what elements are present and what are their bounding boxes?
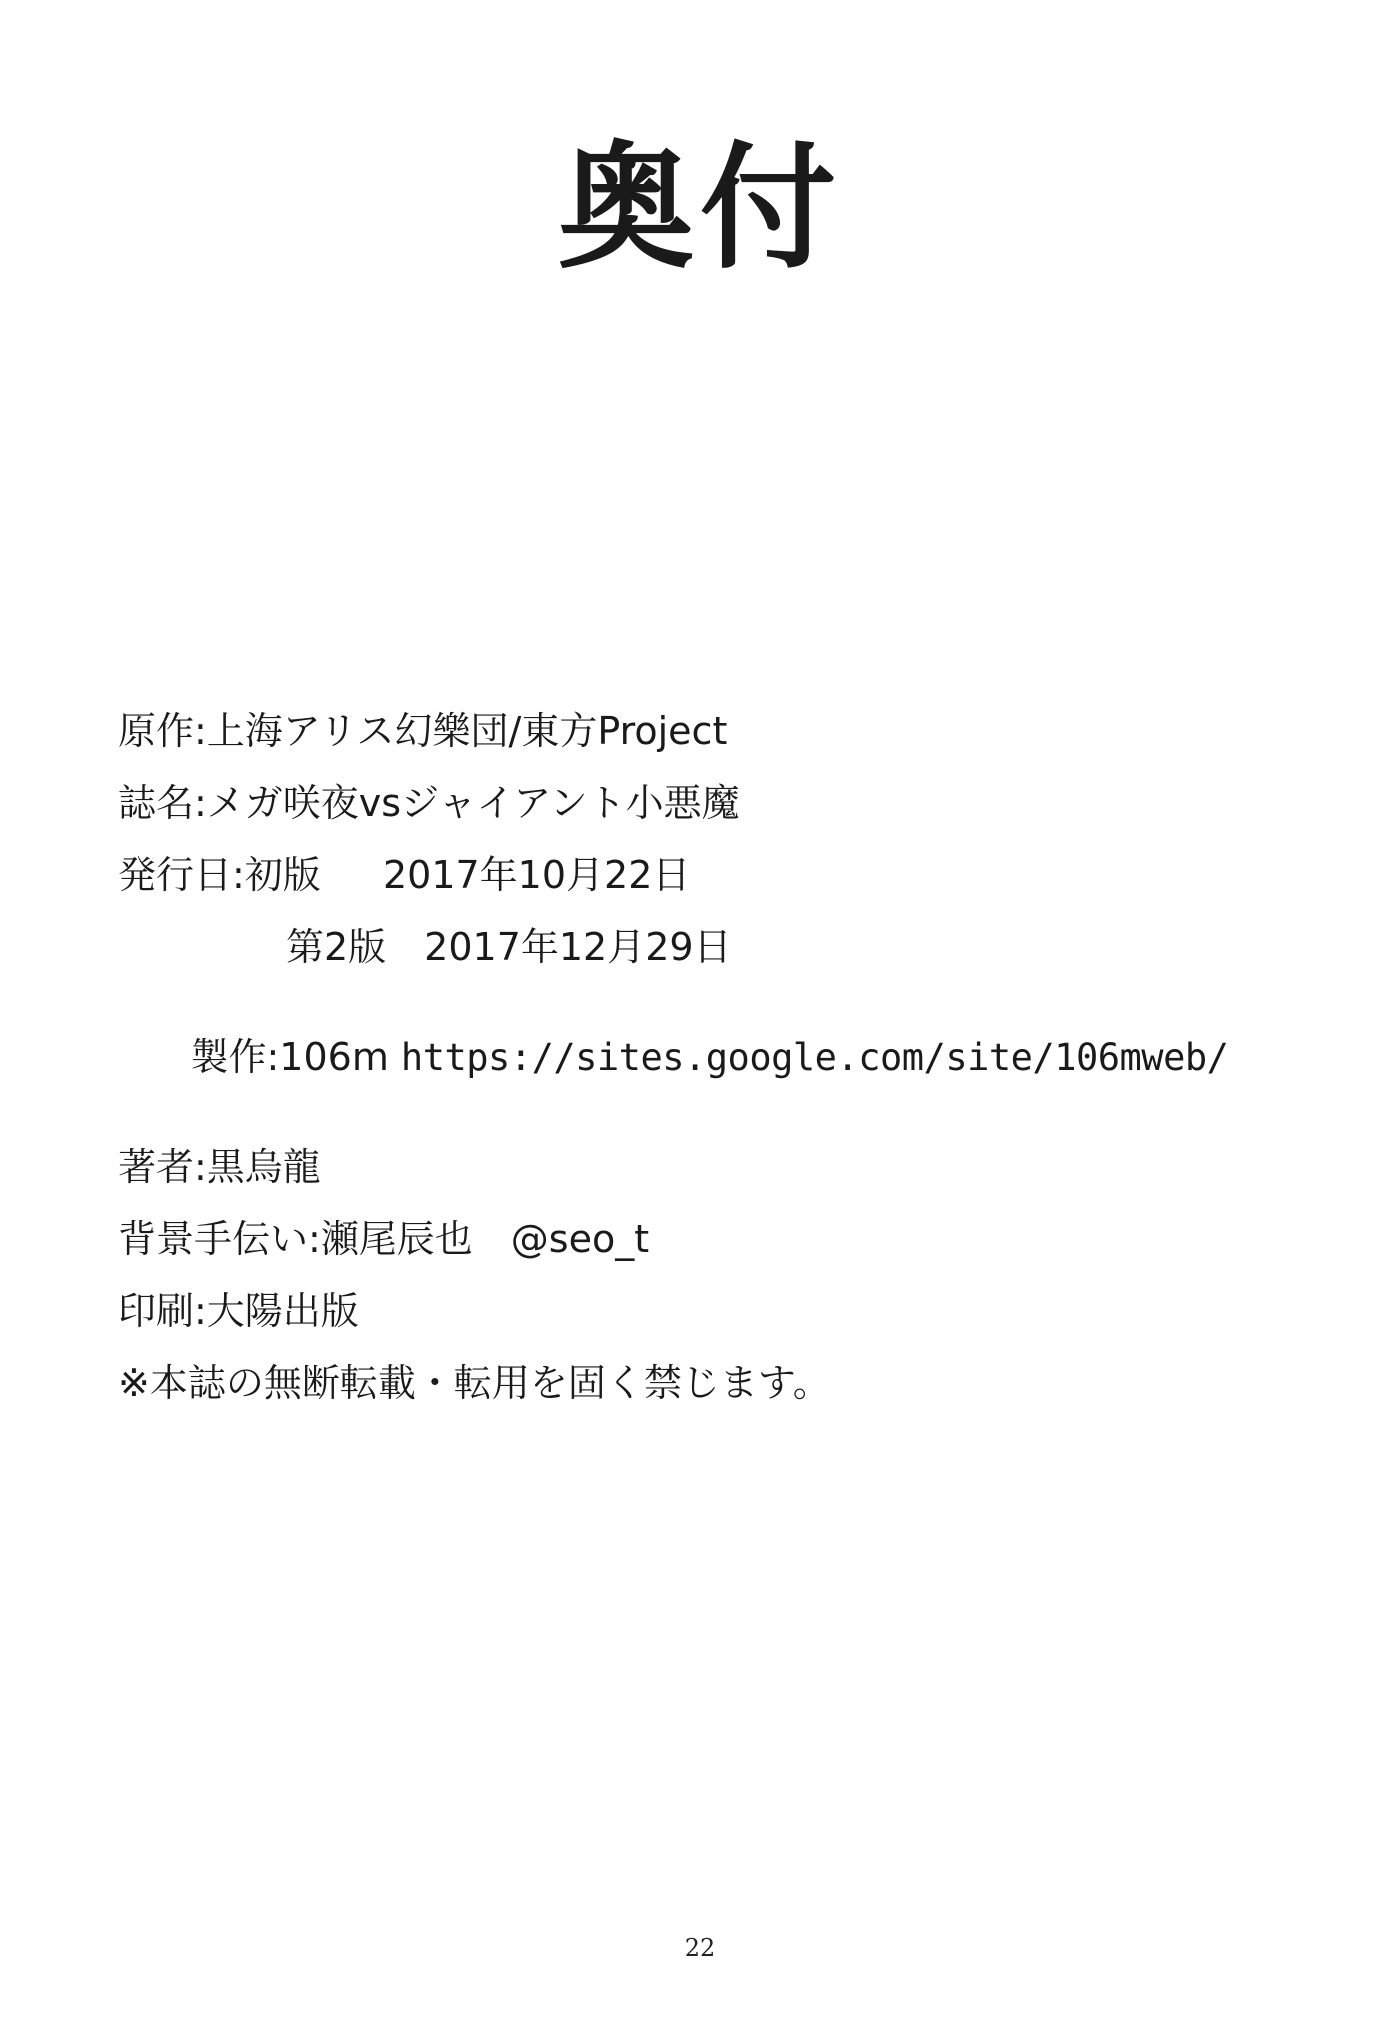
credit-line-printing: 印刷:大陽出版 [118,1289,359,1333]
credit-line-background-assist: 背景手伝い:瀬尾辰也 @seo_t [118,1217,650,1261]
page-title: 奥付 [558,130,842,288]
credit-line-publication-date-second: 第2版 2017年12月29日 [286,925,732,969]
credit-line-author: 著者:黒烏龍 [118,1145,321,1189]
credit-line-publication-date-first: 発行日:初版 2017年10月22日 [118,853,691,897]
colophon-details [118,709,1298,1436]
credit-line-production [118,1000,1298,1114]
credit-line-notice: ※本誌の無断転載・転用を固く禁じます。 [118,1361,831,1405]
credit-line-original-work: 原作:上海アリス幻樂団/東方Project [118,709,728,753]
production-label: 製作:106m [190,1035,401,1079]
production-url: https://sites.google.com/site/106mweb/ [400,1036,1229,1079]
page-number: 22 [684,1934,716,1962]
credit-line-title: 誌名:メガ咲夜vsジャイアント小悪魔 [118,781,740,825]
